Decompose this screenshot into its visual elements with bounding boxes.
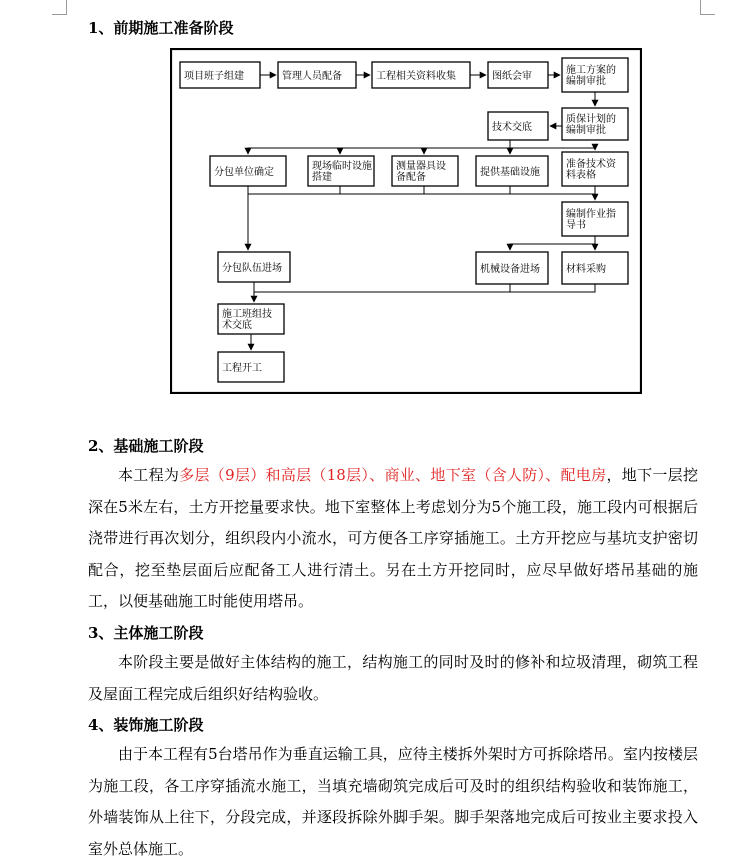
section-heading-1: 1、前期施工准备阶段 <box>88 19 234 37</box>
section-heading-2: 2、基础施工阶段 <box>88 437 204 455</box>
flow-node-label: 管理人员配备 <box>282 71 342 82</box>
flow-node-label: 导书 <box>566 220 586 231</box>
flow-node-guide <box>562 202 628 236</box>
flow-node-label: 图纸会审 <box>492 71 532 82</box>
page-corner-mark-left <box>52 0 67 15</box>
flow-node-docs <box>372 62 470 88</box>
section-heading-4: 4、装饰施工阶段 <box>88 716 204 734</box>
flow-node-label: 施工方案的 <box>566 65 616 76</box>
edge-brief-sub <box>248 140 510 154</box>
edge-guide-equip <box>510 236 595 250</box>
flow-node-team <box>180 62 260 88</box>
flow-node-temp <box>308 156 374 186</box>
flow-node-label: 备配备 <box>396 172 426 183</box>
flow-node-material <box>562 252 628 284</box>
flow-node-label: 料表格 <box>566 170 596 181</box>
flow-node-label: 材料采购 <box>566 264 606 275</box>
construction-prep-flowchart <box>170 48 642 394</box>
flow-node-staff <box>278 62 356 88</box>
flow-node-label: 施工班组技 <box>222 309 272 320</box>
flow-node-sub <box>210 156 286 186</box>
section-paragraph-4: 由于本工程有5台塔吊作为垂直运输工具，应待主楼拆外架时方可拆除塔吊。室内按楼层为施工段，各工序穿插流水施工，当填充墙砌筑完成后可及时的组织结构验收和装饰施工，外墙装饰从上往下，分段完成，并逐段拆除外脚手架。脚手架落地完成后可按业主要求投入室外总体施工。 <box>88 745 698 858</box>
flow-node-prep <box>562 152 628 186</box>
flow-node-subteam <box>218 252 290 282</box>
flow-node-label: 术交底 <box>222 320 252 331</box>
flow-node-label: 编制作业指 <box>566 209 616 220</box>
flow-node-review <box>488 62 548 88</box>
flow-node-label: 编制审批 <box>566 76 606 87</box>
flow-node-survey <box>392 156 458 186</box>
flow-node-label: 技术交底 <box>492 122 532 133</box>
edge-brief-prep <box>510 148 595 150</box>
flow-node-brief <box>488 112 548 140</box>
flow-node-label: 分包队伍进场 <box>222 263 282 274</box>
section-paragraph-3: 本阶段主要是做好主体结构的施工，结构施工的同时及时的修补和垃圾清理，砌筑工程及屋面工程完成后组织好结构验收。 <box>88 653 698 703</box>
paragraph-highlight: 多层（9层）和高层（18层）、商业、地下室（含人防）、配电房 <box>179 466 607 484</box>
flow-node-label: 工程开工 <box>222 363 262 374</box>
flow-node-label: 工程相关资料收集 <box>376 71 456 82</box>
edge-material-merge <box>254 284 595 292</box>
flow-node-label: 项目班子组建 <box>184 71 244 82</box>
section-heading-3: 3、主体施工阶段 <box>88 624 204 642</box>
flow-node-start <box>218 352 284 382</box>
flow-node-equip <box>476 252 548 284</box>
flow-node-label: 机械设备进场 <box>480 264 540 275</box>
flow-node-label: 分包单位确定 <box>214 167 274 178</box>
flow-node-label: 提供基础设施 <box>480 167 540 178</box>
flow-node-base <box>476 156 548 186</box>
paragraph-rest: ，地下一层挖深在5米左右，土方开挖量要求快。地下室整体上考虑划分为5个施工段，施工段内可根据后浇带进行再次划分，组织段内小流水，可方便各工序穿插施工。土方开挖应与基坑支护密切配合，挖至垫层面后应配备工人进行清土。另在土方开挖同时，应尽早做好塔吊基础的施工，以便基础施工时能使用塔吊。 <box>88 466 698 610</box>
flow-node-crew <box>218 304 284 334</box>
edge-merge-row2 <box>248 186 595 194</box>
flow-node-plan <box>562 58 628 92</box>
flow-node-label: 测量器具设 <box>396 161 446 172</box>
flow-node-label: 现场临时设施 <box>312 161 372 172</box>
flow-node-label: 准备技术资 <box>566 159 616 170</box>
flow-node-label: 编制审批 <box>566 125 606 136</box>
flow-node-label: 搭建 <box>312 172 332 183</box>
section-paragraph-2 <box>88 460 698 618</box>
page-corner-mark-right <box>700 0 715 15</box>
flow-node-label: 质保计划的 <box>566 114 616 125</box>
paragraph-lead: 本工程为 <box>118 466 180 484</box>
flow-node-qa <box>562 108 628 140</box>
